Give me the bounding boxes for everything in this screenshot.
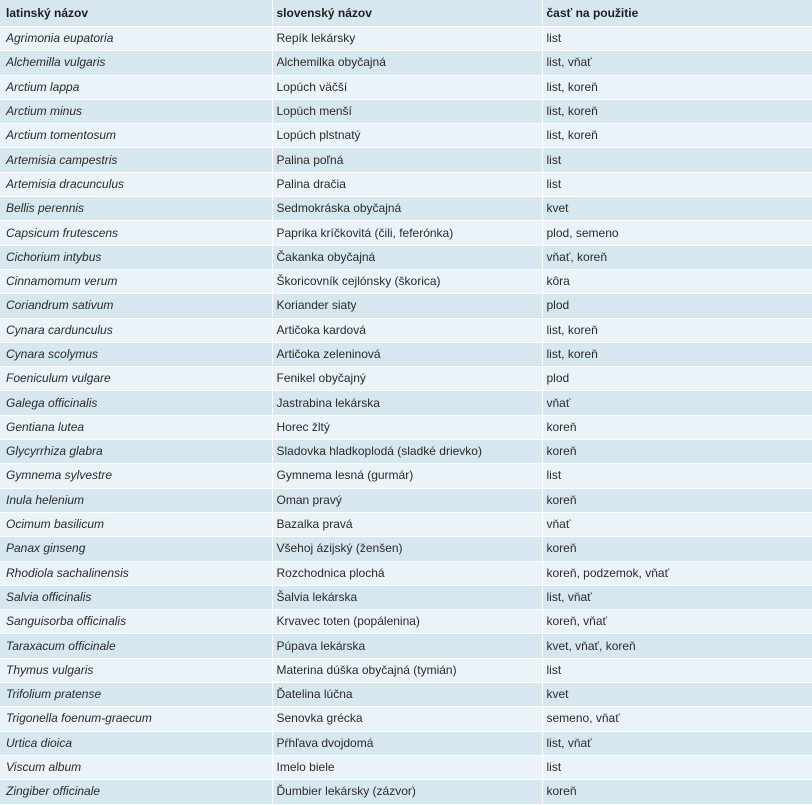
- slovak-name-cell: Fenikel obyčajný: [272, 367, 542, 391]
- part-used-cell: kvet: [542, 197, 812, 221]
- slovak-name-cell: Púpava lekárska: [272, 634, 542, 658]
- table-row: [0, 537, 812, 561]
- slovak-name-cell: Oman pravý: [272, 488, 542, 512]
- header-part-used: časť na použitie: [542, 0, 812, 27]
- part-used-cell: list, vňať: [542, 731, 812, 755]
- latin-name-cell: Zingiber officinale: [0, 780, 272, 804]
- latin-name-cell: Inula helenium: [0, 488, 272, 512]
- part-used-cell: koreň: [542, 780, 812, 804]
- latin-name-cell: Bellis perennis: [0, 197, 272, 221]
- table-row: [0, 318, 812, 342]
- latin-name-cell: Galega officinalis: [0, 391, 272, 415]
- part-used-cell: list: [542, 755, 812, 779]
- table-row: [0, 634, 812, 658]
- table-row: [0, 780, 812, 804]
- latin-name-cell: Cynara scolymus: [0, 342, 272, 366]
- part-used-cell: list, koreň: [542, 342, 812, 366]
- part-used-cell: vňať: [542, 391, 812, 415]
- slovak-name-cell: Lopúch menší: [272, 99, 542, 123]
- latin-name-cell: Thymus vulgaris: [0, 658, 272, 682]
- table-row: [0, 683, 812, 707]
- slovak-name-cell: Ďumbier lekársky (zázvor): [272, 780, 542, 804]
- table-row: [0, 221, 812, 245]
- header-latin-name: latinský názov: [0, 0, 272, 27]
- latin-name-cell: Trifolium pratense: [0, 683, 272, 707]
- table-row: [0, 610, 812, 634]
- latin-name-cell: Arctium lappa: [0, 75, 272, 99]
- table-row: [0, 172, 812, 196]
- latin-name-cell: Gentiana lutea: [0, 415, 272, 439]
- part-used-cell: vňať, koreň: [542, 245, 812, 269]
- latin-name-cell: Alchemilla vulgaris: [0, 51, 272, 75]
- latin-name-cell: Cichorium intybus: [0, 245, 272, 269]
- slovak-name-cell: Všehoj ázijský (ženšen): [272, 537, 542, 561]
- latin-name-cell: Glycyrrhiza glabra: [0, 440, 272, 464]
- table-row: [0, 75, 812, 99]
- table-row: [0, 440, 812, 464]
- latin-name-cell: Artemisia dracunculus: [0, 172, 272, 196]
- part-used-cell: list, vňať: [542, 585, 812, 609]
- part-used-cell: plod, semeno: [542, 221, 812, 245]
- slovak-name-cell: Čakanka obyčajná: [272, 245, 542, 269]
- part-used-cell: koreň, podzemok, vňať: [542, 561, 812, 585]
- table-row: [0, 269, 812, 293]
- slovak-name-cell: Lopúch väčší: [272, 75, 542, 99]
- slovak-name-cell: Jastrabina lekárska: [272, 391, 542, 415]
- part-used-cell: list, koreň: [542, 75, 812, 99]
- slovak-name-cell: Alchemilka obyčajná: [272, 51, 542, 75]
- slovak-name-cell: Paprika kríčkovitá (čili, feferónka): [272, 221, 542, 245]
- table-row: [0, 391, 812, 415]
- table-row: [0, 27, 812, 51]
- part-used-cell: list, koreň: [542, 318, 812, 342]
- slovak-name-cell: Palina dračia: [272, 172, 542, 196]
- header-slovak-name: slovenský názov: [272, 0, 542, 27]
- part-used-cell: semeno, vňať: [542, 707, 812, 731]
- table-row: [0, 124, 812, 148]
- latin-name-cell: Sanguisorba officinalis: [0, 610, 272, 634]
- part-used-cell: list: [542, 172, 812, 196]
- part-used-cell: kvet, vňať, koreň: [542, 634, 812, 658]
- table-header: [0, 0, 812, 27]
- slovak-name-cell: Senovka grécka: [272, 707, 542, 731]
- latin-name-cell: Arctium tomentosum: [0, 124, 272, 148]
- part-used-cell: list, vňať: [542, 51, 812, 75]
- table-row: [0, 197, 812, 221]
- slovak-name-cell: Artičoka kardová: [272, 318, 542, 342]
- latin-name-cell: Foeniculum vulgare: [0, 367, 272, 391]
- table-row: [0, 367, 812, 391]
- table-row: [0, 585, 812, 609]
- table-row: [0, 755, 812, 779]
- table-row: [0, 245, 812, 269]
- latin-name-cell: Salvia officinalis: [0, 585, 272, 609]
- slovak-name-cell: Ďatelina lúčna: [272, 683, 542, 707]
- slovak-name-cell: Sedmokráska obyčajná: [272, 197, 542, 221]
- slovak-name-cell: Bazalka pravá: [272, 512, 542, 536]
- slovak-name-cell: Imelo biele: [272, 755, 542, 779]
- slovak-name-cell: Lopúch plstnatý: [272, 124, 542, 148]
- slovak-name-cell: Koriander siaty: [272, 294, 542, 318]
- slovak-name-cell: Gymnema lesná (gurmár): [272, 464, 542, 488]
- slovak-name-cell: Horec žltý: [272, 415, 542, 439]
- table-row: [0, 731, 812, 755]
- slovak-name-cell: Artičoka zeleninová: [272, 342, 542, 366]
- table-row: [0, 99, 812, 123]
- latin-name-cell: Taraxacum officinale: [0, 634, 272, 658]
- latin-name-cell: Ocimum basilicum: [0, 512, 272, 536]
- part-used-cell: koreň, vňať: [542, 610, 812, 634]
- table-body: [0, 27, 812, 805]
- table-row: [0, 488, 812, 512]
- part-used-cell: koreň: [542, 415, 812, 439]
- latin-name-cell: Gymnema sylvestre: [0, 464, 272, 488]
- part-used-cell: koreň: [542, 537, 812, 561]
- part-used-cell: list: [542, 27, 812, 51]
- table-row: [0, 415, 812, 439]
- part-used-cell: list, koreň: [542, 99, 812, 123]
- part-used-cell: list: [542, 658, 812, 682]
- latin-name-cell: Rhodiola sachalinensis: [0, 561, 272, 585]
- part-used-cell: list: [542, 148, 812, 172]
- latin-name-cell: Capsicum frutescens: [0, 221, 272, 245]
- latin-name-cell: Viscum album: [0, 755, 272, 779]
- table-row: [0, 294, 812, 318]
- slovak-name-cell: Repík lekársky: [272, 27, 542, 51]
- table-row: [0, 148, 812, 172]
- slovak-name-cell: Palina poľná: [272, 148, 542, 172]
- latin-name-cell: Cynara cardunculus: [0, 318, 272, 342]
- part-used-cell: list: [542, 464, 812, 488]
- slovak-name-cell: Rozchodnica plochá: [272, 561, 542, 585]
- header-row: [0, 0, 812, 27]
- part-used-cell: kôra: [542, 269, 812, 293]
- table-row: [0, 707, 812, 731]
- latin-name-cell: Panax ginseng: [0, 537, 272, 561]
- part-used-cell: vňať: [542, 512, 812, 536]
- table-row: [0, 512, 812, 536]
- latin-name-cell: Urtica dioica: [0, 731, 272, 755]
- latin-name-cell: Artemisia campestris: [0, 148, 272, 172]
- table-row: [0, 658, 812, 682]
- slovak-name-cell: Pŕhľava dvojdomá: [272, 731, 542, 755]
- part-used-cell: plod: [542, 294, 812, 318]
- part-used-cell: plod: [542, 367, 812, 391]
- latin-name-cell: Trigonella foenum-graecum: [0, 707, 272, 731]
- table-row: [0, 51, 812, 75]
- latin-name-cell: Agrimonia eupatoria: [0, 27, 272, 51]
- latin-name-cell: Arctium minus: [0, 99, 272, 123]
- table-row: [0, 561, 812, 585]
- slovak-name-cell: Sladovka hladkoplodá (sladké drievko): [272, 440, 542, 464]
- latin-name-cell: Cinnamomum verum: [0, 269, 272, 293]
- slovak-name-cell: Krvavec toten (popálenina): [272, 610, 542, 634]
- table-row: [0, 342, 812, 366]
- part-used-cell: koreň: [542, 488, 812, 512]
- slovak-name-cell: Škoricovník cejlónsky (škorica): [272, 269, 542, 293]
- part-used-cell: kvet: [542, 683, 812, 707]
- part-used-cell: list, koreň: [542, 124, 812, 148]
- slovak-name-cell: Šalvia lekárska: [272, 585, 542, 609]
- part-used-cell: koreň: [542, 440, 812, 464]
- slovak-name-cell: Materina dúška obyčajná (tymián): [272, 658, 542, 682]
- latin-name-cell: Coriandrum sativum: [0, 294, 272, 318]
- table-row: [0, 464, 812, 488]
